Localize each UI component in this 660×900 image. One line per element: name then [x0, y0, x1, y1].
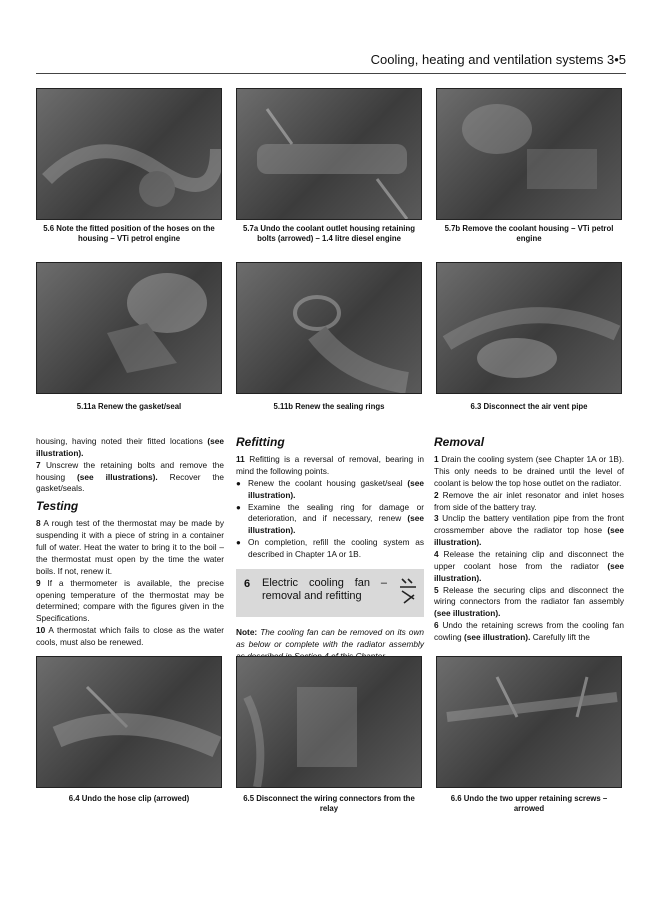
col3-paragraph-5: 5 Release the securing clips and disconnect the wiring connectors from the radiator fan assembly (see illustration).: [434, 584, 624, 619]
col2-paragraph-11: 11 Refitting is a reversal of removal, bearing in mind the following points.: [236, 454, 424, 477]
heading-refitting: Refitting: [236, 435, 285, 449]
caption-6-4: 6.4 Undo the hose clip (arrowed): [68, 794, 190, 803]
photo-5-11a: [36, 262, 222, 394]
photo-6-3: [436, 262, 622, 394]
photo-6-5: [236, 656, 422, 788]
page-header: [36, 52, 626, 74]
col3-paragraph-1: 1 Drain the cooling system (see Chapter 1A or 1B). This only needs to be drained until the level of coolant is below the top hose outlet on the radiator.: [434, 454, 625, 488]
col1-paragraph-8: 8 A rough test of the thermostat may be made by suspending it with a piece of string in a container full of water. Heat the water to bring it to the boil – the thermostat must open by the time the water boils. If not, renew it.: [36, 518, 225, 576]
col3-paragraph-2: 2 Remove the air inlet resonator and inlet hoses from side of the battery tray.: [434, 489, 624, 512]
text-column-1: [36, 436, 224, 649]
caption-5-6: 5.6 Note the fitted position of the hoses on the housing – VTi petrol engine: [43, 224, 215, 243]
section-heading-box: [236, 569, 424, 617]
photo-5-7b: [436, 88, 622, 220]
photo-5-6: [36, 88, 222, 220]
caption-5-11b: 5.11b Renew the sealing rings: [273, 402, 385, 411]
caption-5-7b: 5.7b Remove the coolant housing – VTi petrol engine: [444, 224, 614, 243]
col2-note: Note: The cooling fan can be removed on its own as below or complete with the radiator assembly: [236, 626, 424, 649]
photo-6-4: [36, 656, 222, 788]
col1-paragraph-9: 9 If a thermometer is available, the precise opening temperature of the thermostat may be determined; compare with the figures given in the Specifications.: [36, 577, 224, 624]
caption-6-6: 6.6 Undo the two upper retaining screws – arrowed: [450, 794, 608, 813]
photo-5-7a: [236, 88, 422, 220]
heading-removal: Removal: [434, 435, 485, 449]
section-title: Electric cooling fan – removal and refitting: [262, 576, 387, 602]
photo-5-11b: [236, 262, 422, 394]
col2-bullet-2: ● Examine the sealing ring for damage or deterioration, and if necessary, renew (see illustration).: [236, 502, 424, 538]
photo-6-6: [436, 656, 622, 788]
col2-bullet-1: ● Renew the coolant housing gasket/seal (see illustration).: [236, 478, 424, 502]
col2-bullet-3: ● On completion, refill the cooling system as described in Chapter 1A or 1B.: [236, 537, 424, 561]
text-column-2: [236, 434, 424, 662]
section-number: 6: [244, 577, 251, 590]
caption-5-11a: 5.11a Renew the gasket/seal: [76, 402, 182, 411]
col3-paragraph-4: 4 Release the retaining clip and disconnect the upper coolant hose from the radiator (see illustration).: [434, 549, 624, 583]
caption-5-7a: 5.7a Undo the coolant outlet housing retaining bolts (arrowed) – 1.4 litre diesel engine: [243, 224, 415, 243]
col3-paragraph-6: 6 Undo the retaining screws from the cooling fan cowling (see illustration). Carefully lift the: [434, 620, 624, 643]
heading-testing: Testing: [36, 499, 79, 514]
col1-paragraph-1: housing, having noted their fitted locations (see illustration).: [36, 436, 224, 458]
col1-paragraph-7: 7 Unscrew the retaining bolts and remove the housing (see illustrations). Recover the gasket/seals.: [36, 459, 224, 494]
caption-6-5: 6.5 Disconnect the wiring connectors from the relay: [243, 794, 415, 813]
text-column-3: [434, 434, 624, 644]
page-title: Cooling, heating and ventilation systems 3•5: [370, 52, 626, 67]
header-rule: [36, 73, 626, 74]
col1-paragraph-10: 10 A thermostat which fails to close as the water cools, must also be renewed.: [36, 625, 224, 648]
col3-paragraph-3: 3 Unclip the battery ventilation pipe from the front crossmember above the radiator top hose (see illustration).: [434, 513, 625, 548]
caption-6-3: 6.3 Disconnect the air vent pipe: [470, 402, 588, 411]
wrench-tools-icon: [398, 577, 418, 607]
